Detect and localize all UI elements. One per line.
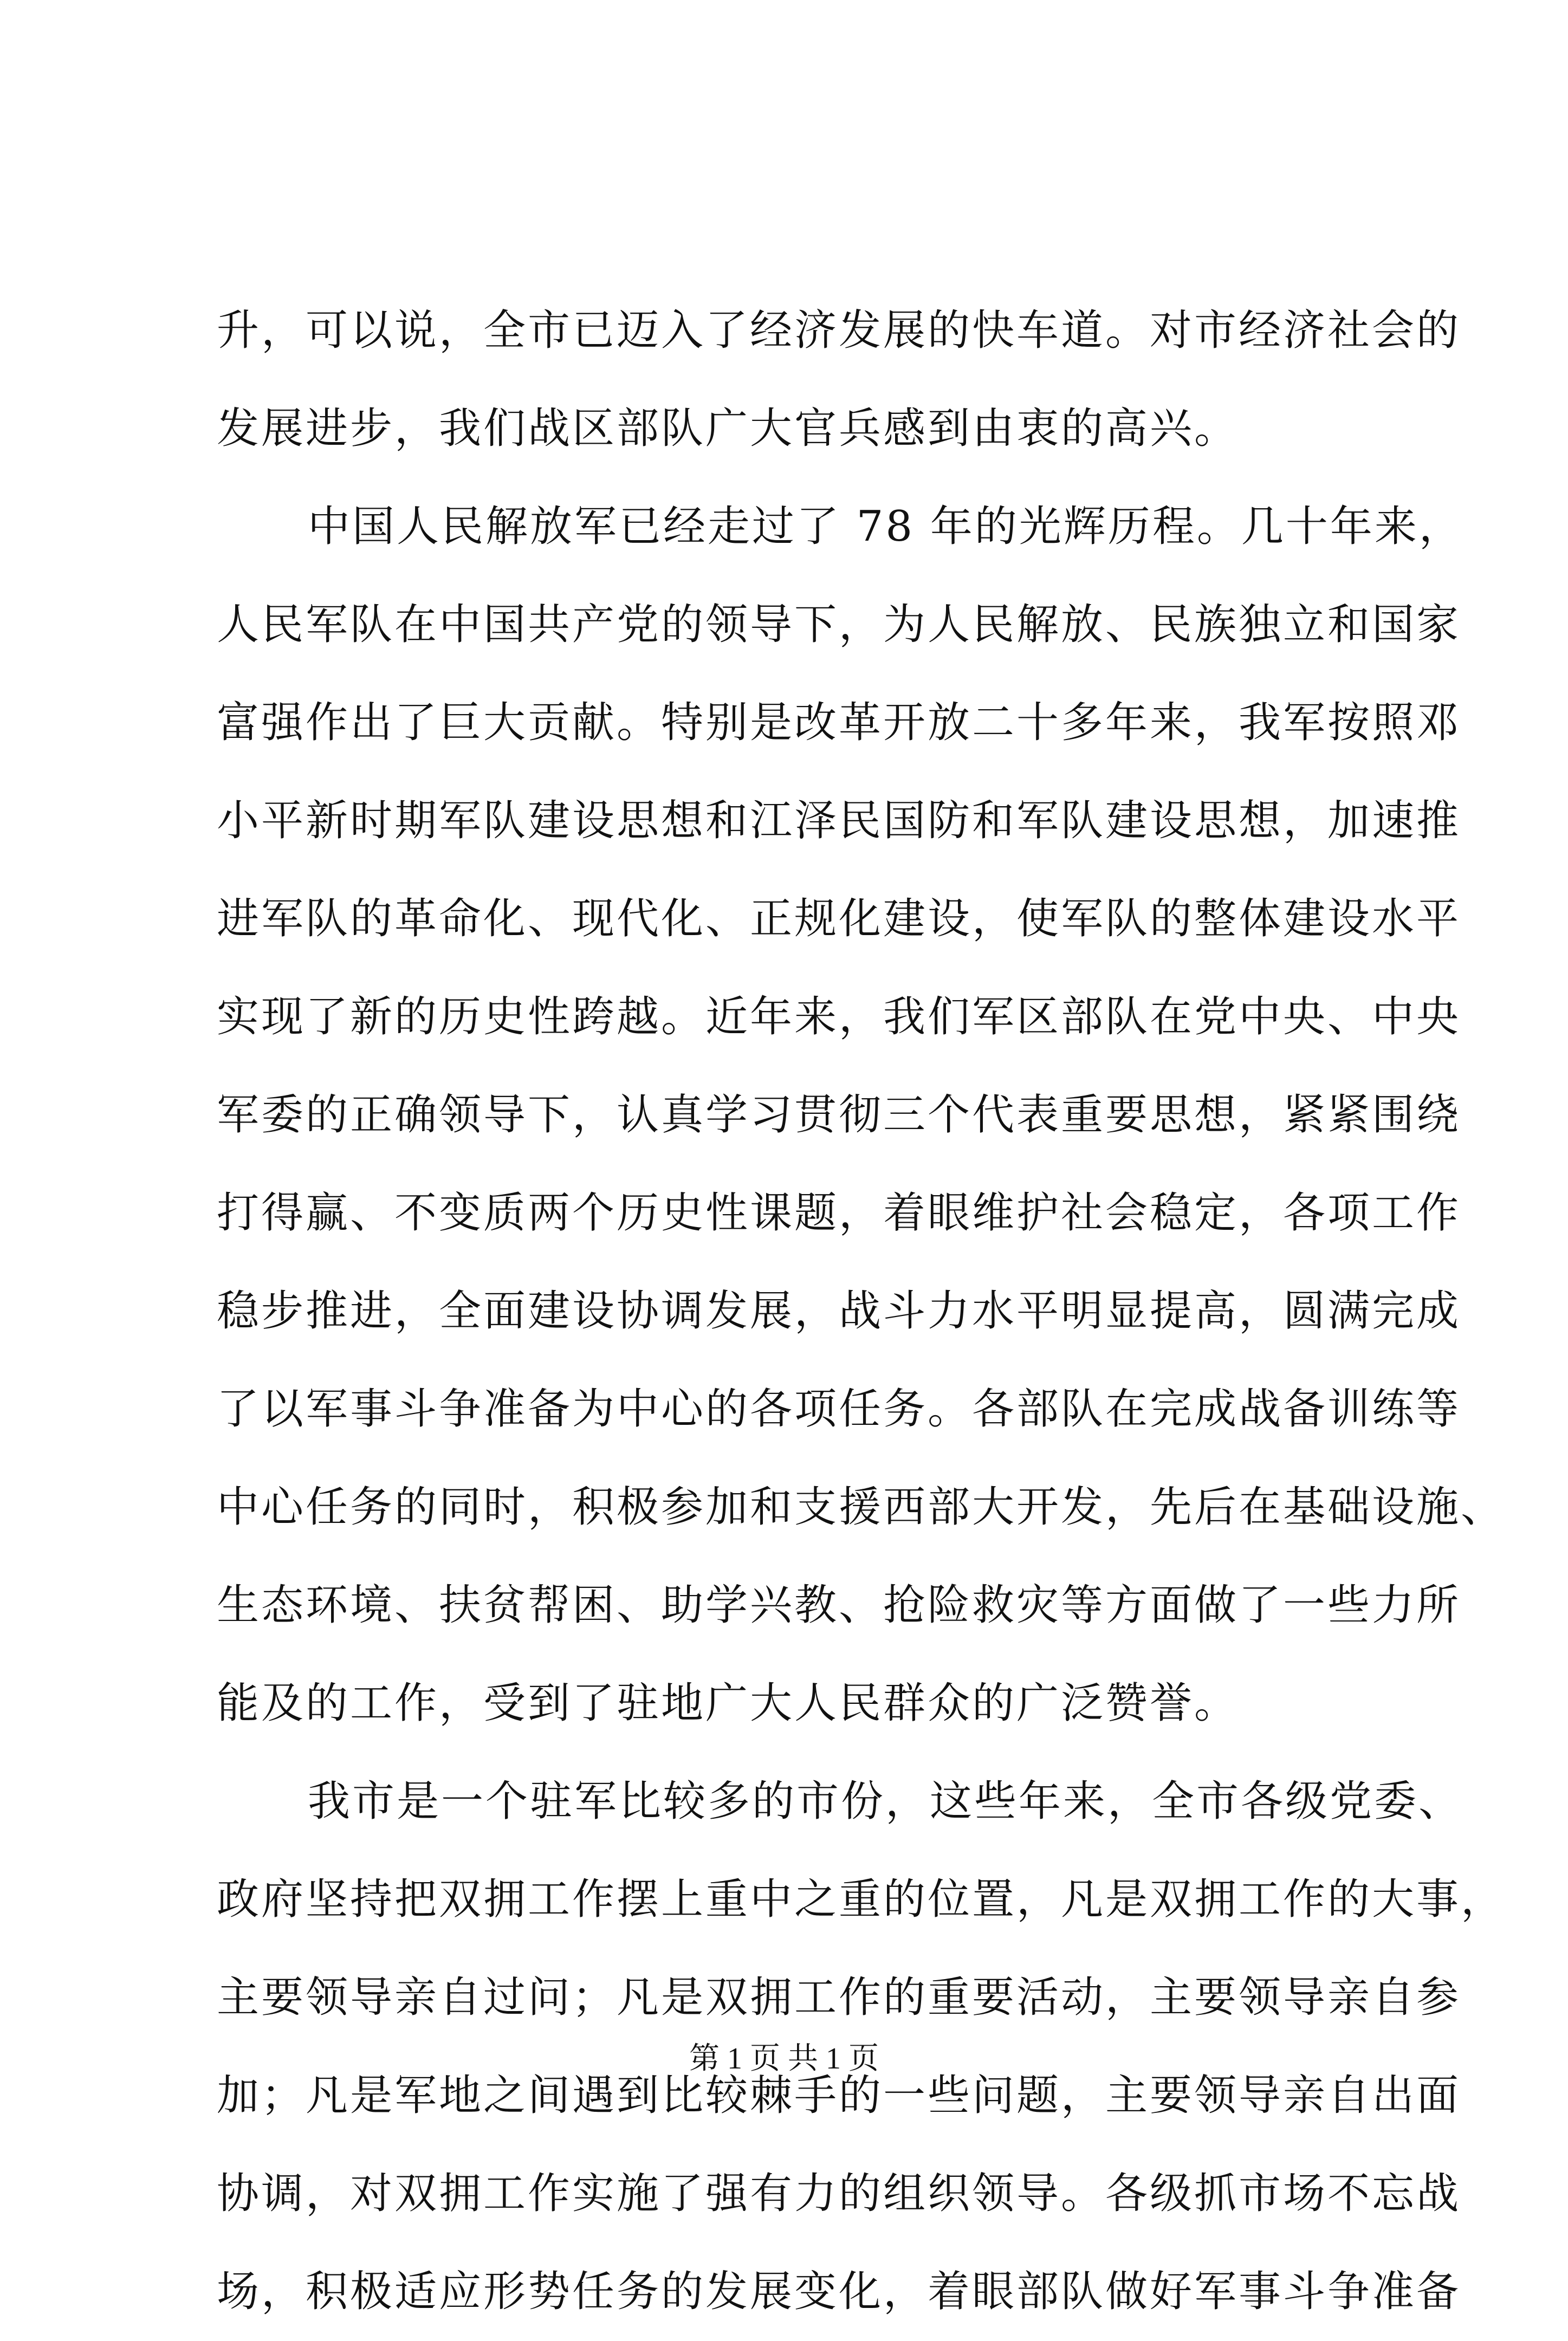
page-number-footer: 第 1 页 共 1 页 [689,2042,879,2076]
text-line: 稳步推进，全面建设协调发展，战斗力水平明显提高，圆满完成 [217,1287,1461,1335]
text-line: 发展进步，我们战区部队广大官兵感到由衷的高兴。 [217,404,1239,453]
text-line: 我市是一个驻军比较多的市份，这些年来，全市各级党委、 [308,1777,1463,1826]
text-line: 中国人民解放军已经走过了 78 年的光辉历程。几十年来， [308,502,1463,551]
text-line: 加；凡是军地之间遇到比较棘手的一些问题，主要领导亲自出面 [217,2071,1461,2120]
text-line: 政府坚持把双拥工作摆上重中之重的位置，凡是双拥工作的大事， [217,1875,1506,1924]
text-line: 小平新时期军队建设思想和江泽民国防和军队建设思想，加速推 [217,796,1461,845]
text-line: 人民军队在中国共产党的领导下，为人民解放、民族独立和国家 [217,600,1461,649]
text-line: 协调，对双拥工作实施了强有力的组织领导。各级抓市场不忘战 [217,2169,1461,2218]
text-line: 富强作出了巨大贡献。特别是改革开放二十多年来，我军按照邓 [217,698,1461,747]
text-line: 进军队的革命化、现代化、正规化建设，使军队的整体建设水平 [217,894,1461,943]
text-line: 了以军事斗争准备为中心的各项任务。各部队在完成战备训练等 [217,1385,1461,1434]
text-line: 生态环境、扶贫帮困、助学兴教、抢险救灾等方面做了一些力所 [217,1581,1461,1630]
text-line: 升，可以说，全市已迈入了经济发展的快车道。对市经济社会的 [217,306,1461,355]
text-line: 主要领导亲自过问；凡是双拥工作的重要活动，主要领导亲自参 [217,1973,1461,2022]
text-line: 打得赢、不变质两个历史性课题，着眼维护社会稳定，各项工作 [217,1189,1461,1237]
text-line: 能及的工作，受到了驻地广大人民群众的广泛赞誉。 [217,1679,1239,1728]
text-line: 场，积极适应形势任务的发展变化，着眼部队做好军事斗争准备 [217,2267,1461,2316]
text-line: 实现了新的历史性跨越。近年来，我们军区部队在党中央、中央 [217,993,1461,1041]
text-line: 军委的正确领导下，认真学习贯彻三个代表重要思想，紧紧围绕 [217,1091,1461,1139]
text-line: 中心任务的同时，积极参加和支援西部大开发，先后在基础设施、 [217,1483,1506,1532]
document-body [217,282,1506,2341]
